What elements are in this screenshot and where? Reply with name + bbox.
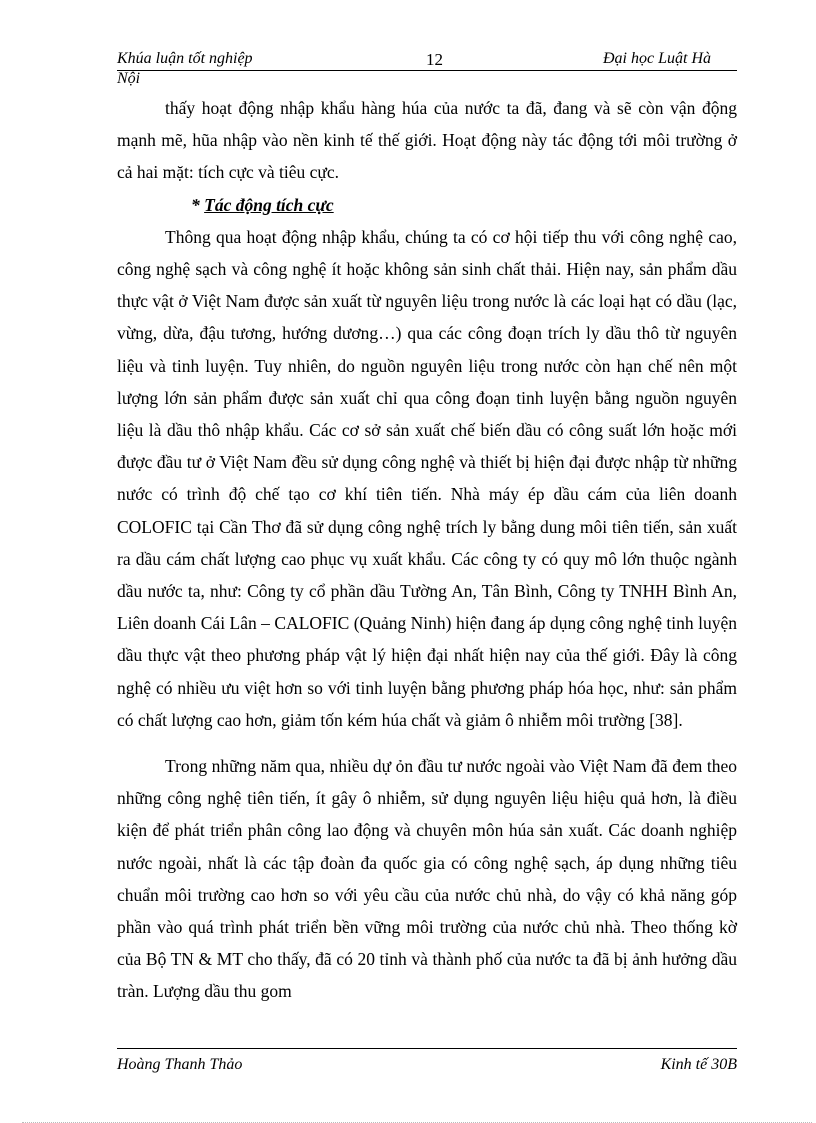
footer-author: Hoàng Thanh Thảo (117, 1056, 243, 1073)
paragraph-2: Thông qua hoạt động nhập khẩu, chúng ta có cơ hội tiếp thu với công nghệ cao, công nghệ sạch và công nghệ ít hoặc không sản sinh chất thải. Hiện nay, sản phẩm dầu thực vật ở Việt Nam được sản xuất từ nguyên liệu trong nước là các loại hạt có dầu (lạc, vừng, dừa, đậu tương, hướng dương…) qua các công đoạn trích ly dầu thô từ nguyên liệu và tinh luyện. Tuy nhiên, do nguồn nguyên liệu trong nước còn hạn chế nên một lượng lớn sản phẩm được sản xuất chỉ qua công đoạn tinh luyện bằng nguồn nguyên liệu là dầu thô nhập khẩu. Các cơ sở sản xuất chế biến dầu có công suất lớn hoặc mới được đầu tư ở Việt Nam đều sử dụng công nghệ và thiết bị hiện đại được nhập từ những nước có trình độ chế tạo cơ khí tiên tiến. Nhà máy ép dầu cám của liên doanh COLOFIC tại Cần Thơ đã sử dụng công nghệ trích ly bằng dung môi tiên tiến, sản xuất ra dầu cám chất lượng cao phục vụ xuất khẩu. Các công ty có quy mô lớn thuộc ngành dầu nước ta, như: Công ty cổ phần dầu Tường An, Tân Bình, Công ty TNHH Bình An, Liên doanh Cái Lân – CALOFIC (Quảng Ninh) hiện đang áp dụng công nghệ tinh luyện dầu thực vật theo phương pháp vật lý hiện đại nhất hiện nay của thế giới. Đây là công nghệ có nhiều ưu việt hơn so với tinh luyện bằng phương pháp hóa học, như: sản phẩm có chất lượng cao hơn, giảm tốn kém húa chất và giảm ô nhiễm môi trường [38]. (117, 226, 737, 730)
header-thesis-title: Khúa luận tốt nghiệp (117, 50, 253, 67)
heading-text: Tác động tích cực (204, 194, 334, 215)
header-university: Đại học Luật Hà (603, 50, 711, 67)
paragraph-3: Trong những năm qua, nhiều dự ỏn đầu tư nước ngoài vào Việt Nam đã đem theo những công nghệ tiên tiến, ít gây ô nhiễm, sử dụng nguyên liệu hiệu quả hơn, là điều kiện để phát triển phân công lao động và chuyên môn húa sản xuất. Các doanh nghiệp nước ngoài, nhất là các tập đoàn đa quốc gia có công nghệ sạch, áp dụng những tiêu chuẩn môi trường cao hơn so với yêu cầu của nước chủ nhà, do vậy có khả năng góp phần vào quá trình phát triển bền vững môi trường của nước chủ nhà. Theo thống kờ của Bộ TN & MT cho thấy, đã có 20 tỉnh và thành phố của nước ta đã bị ảnh hưởng dầu tràn. Lượng dầu thu gom (117, 756, 737, 1002)
page-number: 12 (426, 50, 443, 69)
heading-bullet: * (191, 194, 205, 215)
page-footer (117, 1048, 737, 1078)
footer-rule (117, 1048, 737, 1049)
body-text (117, 92, 737, 1008)
footer-class: Kinh tế 30B (660, 1056, 737, 1073)
header-rule (117, 70, 737, 71)
section-heading (117, 189, 737, 221)
page-header (117, 50, 737, 90)
header-university-wrap: Nội (117, 70, 141, 87)
paragraph-1: thấy hoạt động nhập khẩu hàng húa của nước ta đã, đang và sẽ còn vận động mạnh mẽ, hũa nhập vào nền kinh tế thế giới. Hoạt động này tác động tới môi trường ở cả hai mặt: tích cực và tiêu cực. (117, 98, 737, 183)
